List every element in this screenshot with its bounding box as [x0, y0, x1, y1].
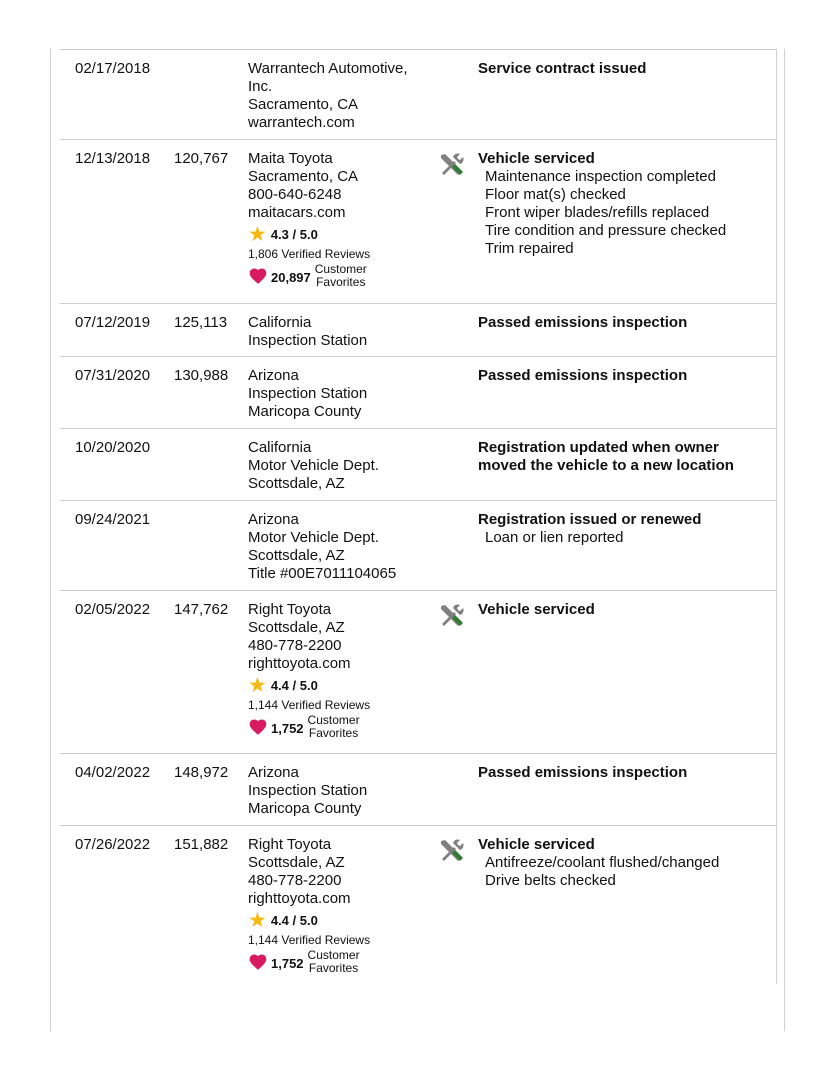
source-line: Maricopa County: [248, 800, 362, 817]
dealer-rating: [248, 225, 434, 245]
favorites-label: Customer Favorites: [307, 713, 360, 740]
verified-reviews-link[interactable]: 1,144 Verified Reviews: [248, 698, 371, 712]
record-date: 10/20/2020: [75, 439, 151, 456]
source-line: California: [248, 314, 312, 331]
record-odometer: 120,767: [174, 150, 229, 167]
record-date: 07/12/2019: [75, 314, 151, 331]
record-detail: Trim repaired: [485, 240, 574, 257]
heart-icon: [248, 952, 268, 972]
record-headline: Registration issued or renewed: [478, 511, 702, 528]
favorites-label: Customer Favorites: [314, 262, 367, 289]
inner-border-line: [776, 49, 777, 984]
record-detail: Maintenance inspection completed: [485, 168, 716, 185]
source-line: Motor Vehicle Dept.: [248, 529, 379, 546]
record-odometer: 147,762: [174, 601, 229, 618]
record-source: [248, 367, 434, 421]
right-border-line: [784, 49, 785, 1031]
history-row: [60, 140, 776, 304]
source-line: Maricopa County: [248, 403, 362, 420]
service-tools-icon: [438, 151, 466, 179]
favorites-label: Customer Favorites: [307, 948, 360, 975]
service-tools-icon: [438, 602, 466, 630]
source-line: Scottsdale, AZ: [248, 547, 345, 564]
record-details: [478, 367, 774, 385]
customer-favorites: [248, 262, 434, 290]
left-border-line: [50, 49, 51, 1031]
rating-score: 4.4 / 5.0: [270, 913, 318, 928]
record-headline: moved the vehicle to a new location: [478, 457, 734, 474]
record-details: [478, 764, 774, 782]
record-date: 09/24/2021: [75, 511, 151, 528]
source-website-link[interactable]: righttoyota.com: [248, 655, 351, 672]
star-icon: ★: [248, 909, 267, 932]
source-line: Inspection Station: [248, 332, 368, 349]
record-detail: Floor mat(s) checked: [485, 186, 626, 203]
record-detail: Front wiper blades/refills replaced: [485, 204, 710, 221]
star-icon: ★: [248, 223, 267, 246]
source-line: Sacramento, CA: [248, 168, 359, 185]
record-source: [248, 439, 434, 493]
heart-icon: [248, 266, 268, 286]
record-details: [478, 511, 774, 547]
record-details: [478, 314, 774, 332]
history-row: [60, 591, 776, 754]
record-source: [248, 60, 434, 132]
record-details: [478, 836, 774, 890]
history-row: [60, 357, 776, 429]
record-odometer: 130,988: [174, 367, 229, 384]
history-row: [60, 429, 776, 501]
customer-favorites: [248, 713, 434, 741]
history-row: [60, 826, 776, 989]
dealer-name-link[interactable]: Maita Toyota: [248, 150, 333, 167]
dealer-phone[interactable]: 480-778-2200: [248, 637, 342, 654]
record-date: 02/05/2022: [75, 601, 151, 618]
favorites-count: 1,752: [271, 956, 304, 971]
record-odometer: 151,882: [174, 836, 229, 853]
record-date: 07/31/2020: [75, 367, 151, 384]
dealer-phone[interactable]: 800-640-6248: [248, 186, 342, 203]
record-details: [478, 601, 774, 619]
source-line: Warrantech Automotive,: [248, 60, 408, 77]
source-line: Sacramento, CA: [248, 96, 359, 113]
dealer-name-link[interactable]: Right Toyota: [248, 836, 332, 853]
record-source: [248, 601, 434, 741]
record-headline: Registration updated when owner: [478, 439, 719, 456]
source-line: Scottsdale, AZ: [248, 854, 345, 871]
history-row: [60, 304, 776, 357]
record-date: 12/13/2018: [75, 150, 151, 167]
dealer-rating: [248, 911, 434, 931]
history-row: [60, 754, 776, 826]
record-odometer: 125,113: [174, 314, 228, 331]
vehicle-history-table: [60, 49, 776, 989]
record-headline: Vehicle serviced: [478, 150, 595, 167]
record-detail: Tire condition and pressure checked: [485, 222, 727, 239]
record-odometer: 148,972: [174, 764, 229, 781]
rating-score: 4.3 / 5.0: [270, 227, 318, 242]
dealer-name-link[interactable]: Right Toyota: [248, 601, 332, 618]
record-headline: Vehicle serviced: [478, 601, 595, 618]
source-line: Scottsdale, AZ: [248, 475, 345, 492]
record-details: [478, 439, 774, 475]
record-details: [478, 60, 774, 78]
record-date: 04/02/2022: [75, 764, 151, 781]
star-icon: ★: [248, 674, 267, 697]
record-source: [248, 836, 434, 976]
history-row: [60, 50, 776, 140]
record-headline: Passed emissions inspection: [478, 314, 688, 331]
service-tools-icon: [438, 837, 466, 865]
record-source: [248, 511, 434, 583]
title-number: Title #00E7011104065: [248, 565, 397, 582]
source-line: Arizona: [248, 367, 299, 384]
verified-reviews-link[interactable]: 1,144 Verified Reviews: [248, 933, 371, 947]
record-details: [478, 150, 774, 258]
record-detail: Antifreeze/coolant flushed/changed: [485, 854, 720, 871]
verified-reviews-link[interactable]: 1,806 Verified Reviews: [248, 247, 371, 261]
source-line: Arizona: [248, 511, 299, 528]
favorites-count: 1,752: [271, 721, 304, 736]
record-detail: Loan or lien reported: [485, 529, 624, 546]
source-line: Motor Vehicle Dept.: [248, 457, 379, 474]
source-line: Inspection Station: [248, 385, 368, 402]
record-date: 02/17/2018: [75, 60, 151, 77]
source-website-link[interactable]: righttoyota.com: [248, 890, 351, 907]
record-detail: Drive belts checked: [485, 872, 616, 889]
source-website-link[interactable]: warrantech.com: [248, 114, 355, 131]
record-source: [248, 764, 434, 818]
rating-score: 4.4 / 5.0: [270, 678, 318, 693]
dealer-phone[interactable]: 480-778-2200: [248, 872, 342, 889]
record-headline: Passed emissions inspection: [478, 367, 688, 384]
source-line: Scottsdale, AZ: [248, 619, 345, 636]
source-line: California: [248, 439, 312, 456]
record-headline: Vehicle serviced: [478, 836, 595, 853]
source-line: Inc.: [248, 78, 273, 95]
heart-icon: [248, 717, 268, 737]
source-website-link[interactable]: maitacars.com: [248, 204, 346, 221]
favorites-count: 20,897: [271, 270, 311, 285]
record-date: 07/26/2022: [75, 836, 151, 853]
record-headline: Service contract issued: [478, 60, 647, 77]
history-row: [60, 501, 776, 591]
source-line: Inspection Station: [248, 782, 368, 799]
record-source: [248, 150, 434, 290]
record-headline: Passed emissions inspection: [478, 764, 688, 781]
record-source: [248, 314, 434, 350]
dealer-rating: [248, 676, 434, 696]
source-line: Arizona: [248, 764, 299, 781]
customer-favorites: [248, 948, 434, 976]
